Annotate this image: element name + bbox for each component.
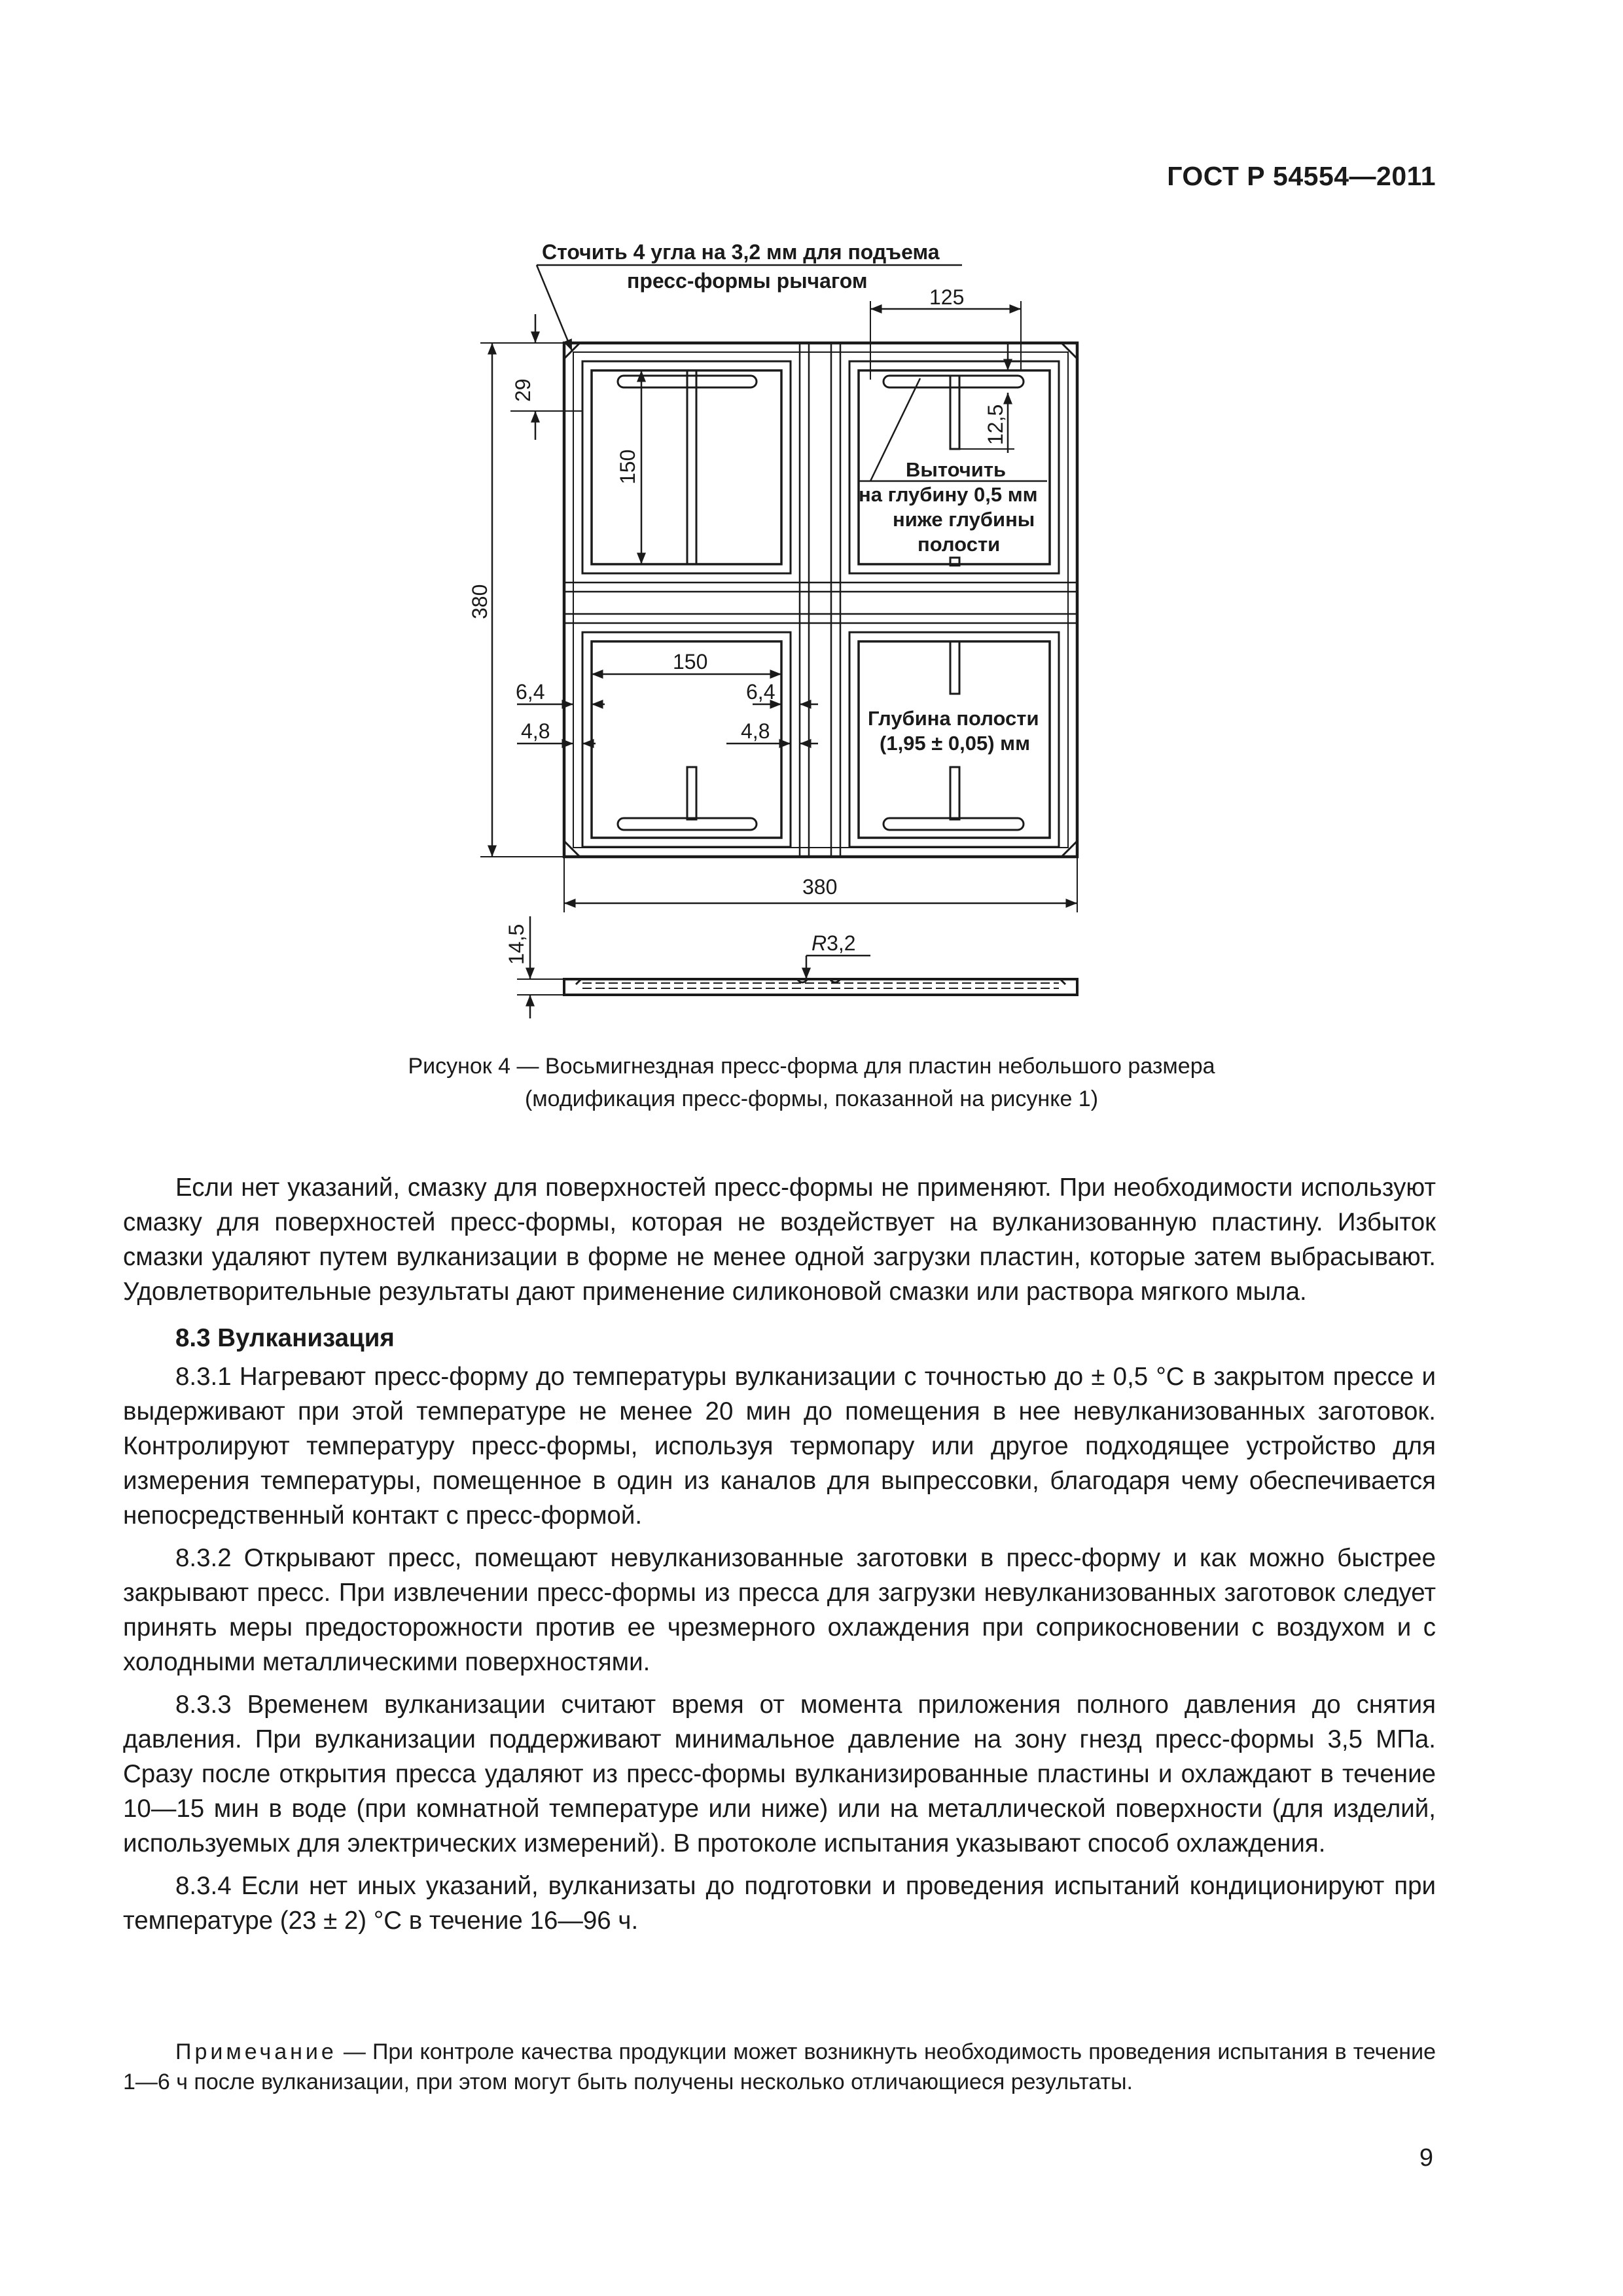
slot: [950, 641, 959, 694]
corner-chamfer: [1061, 343, 1077, 359]
dim-12-5-label: 12,5: [984, 404, 1007, 445]
figure-caption: [131, 1050, 1492, 1115]
note-text: — При контроле качества продукции может возникнуть необходимость проведения испытания в течение 1—6 ч после вулканизации, при этом могут быть получены несколько отличающиеся результаты.: [123, 2039, 1436, 2094]
caption-line2: (модификация пресс-формы, показанной на рисунке 1): [524, 1086, 1099, 1111]
note-label: Примечание: [175, 2039, 337, 2064]
standard-code-header: ГОСТ Р 54554—2011: [1167, 161, 1436, 191]
dim-6-4-right-label: 6,4: [746, 680, 776, 704]
radius-value: 3,2: [827, 931, 856, 955]
paragraph-8-3-3: 8.3.3 Временем вулканизации считают время от момента приложения полного давления до снятия давления. При вулканизации поддерживают минимальное давление на зону гнезд пресс-формы 3,5 МПа. Сразу после открытия пресса удаляют из пресс-формы вулканизированные пластины и охлаждают в течение 10—15 мин в воде (при комнатной температуре или ниже) или на металлической поверхности (для изделий, используемых для электрических измерений). В протоколе испытания указывают способ охлаждения.: [123, 1691, 1436, 1857]
section-title: 8.3 Вулканизация: [175, 1324, 395, 1352]
corner-chamfer: [1061, 841, 1077, 857]
dim-radius-label: [812, 931, 856, 955]
annotation-machine-line2: на глубину 0,5 мм: [859, 483, 1038, 506]
dim-14-5-label: 14,5: [505, 924, 528, 965]
caption-line1: Рисунок 4 — Восьмигнездная пресс-форма для пластин небольшого размера: [408, 1054, 1215, 1079]
body-text: [123, 1170, 1436, 1938]
dim-4-8-right-label: 4,8: [741, 719, 770, 743]
dim-6-4-left-label: 6,4: [516, 680, 545, 704]
annotation-machine-line4: полости: [918, 533, 1001, 556]
dim-150-vertical-label: 150: [616, 449, 639, 484]
paragraph-8-3-1: 8.3.1 Нагревают пресс-форму до температуры вулканизации с точностью до ± 0,5 °С в закрытом прессе и выдерживают при этой температуре не менее 20 мин до помещения в нее невулканизованных заготовок. Контролируют температуру пресс-формы, используя термопару или другое подходящее устройство для измерения температуры, помещенное в один из каналов для выпрессовки, благодаря чему обеспечивается непосредственный контакт с пресс-формой.: [123, 1363, 1436, 1530]
paragraph-8-3-2: 8.3.2 Открывают пресс, помещают невулканизованные заготовки в пресс-форму и как можно быстрее закрывают пресс. При извлечении пресс-формы из пресса для загрузки невулканизованных заготовок следует принять меры предосторожности против ее чрезмерного охлаждения при соприкосновении с воздухом и с холодными металлическими поверхностями.: [123, 1544, 1436, 1676]
leader-line: [537, 265, 572, 351]
side-profile: [564, 979, 1077, 995]
page-number: 9: [1419, 2144, 1433, 2172]
paragraph-8-3-4: 8.3.4 Если нет иных указаний, вулканизаты до подготовки и проведения испытаний кондиционируют при температуре (23 ± 2) °С в течение 16—96 ч.: [123, 1872, 1436, 1935]
slot: [950, 767, 959, 819]
dim-125-label: 125: [929, 285, 965, 309]
radius-symbol: R: [812, 931, 827, 955]
slot: [883, 376, 1024, 387]
mold-side-view: [564, 979, 1077, 995]
annotation-depth-line1: Глубина полости: [868, 707, 1039, 730]
note: [123, 2037, 1436, 2097]
annotation-machine-line1: Выточить: [906, 458, 1007, 481]
dim-4-8-left-label: 4,8: [521, 719, 550, 743]
dim-380-horizontal-label: 380: [802, 875, 838, 899]
slot: [687, 767, 696, 819]
annotation-machine-line3: ниже глубины: [893, 508, 1035, 531]
paragraph-lubricant: Если нет указаний, смазку для поверхностей пресс-формы не применяют. При необходимости используют смазку для поверхностей пресс-формы, которая не воздействует на вулканизованную пластину. Избыток смазки удаляют путем вулканизации в форме не менее одной загрузки пластин, которые затем выбрасывают. Удовлетворительные результаты дают применение силиконовой смазки или раствора мягкого мыла.: [123, 1174, 1436, 1306]
dim-29-label: 29: [511, 378, 535, 402]
annotation-corners-line2: пресс-формы рычагом: [627, 269, 868, 293]
dim-380-vertical-label: 380: [468, 584, 491, 619]
annotation-depth-line2: (1,95 ± 0,05) мм: [880, 732, 1031, 755]
corner-chamfer: [564, 841, 580, 857]
annotation-corners-line1: Сточить 4 угла на 3,2 мм для подъема: [542, 240, 940, 264]
dim-150-horizontal-label: 150: [673, 650, 708, 673]
